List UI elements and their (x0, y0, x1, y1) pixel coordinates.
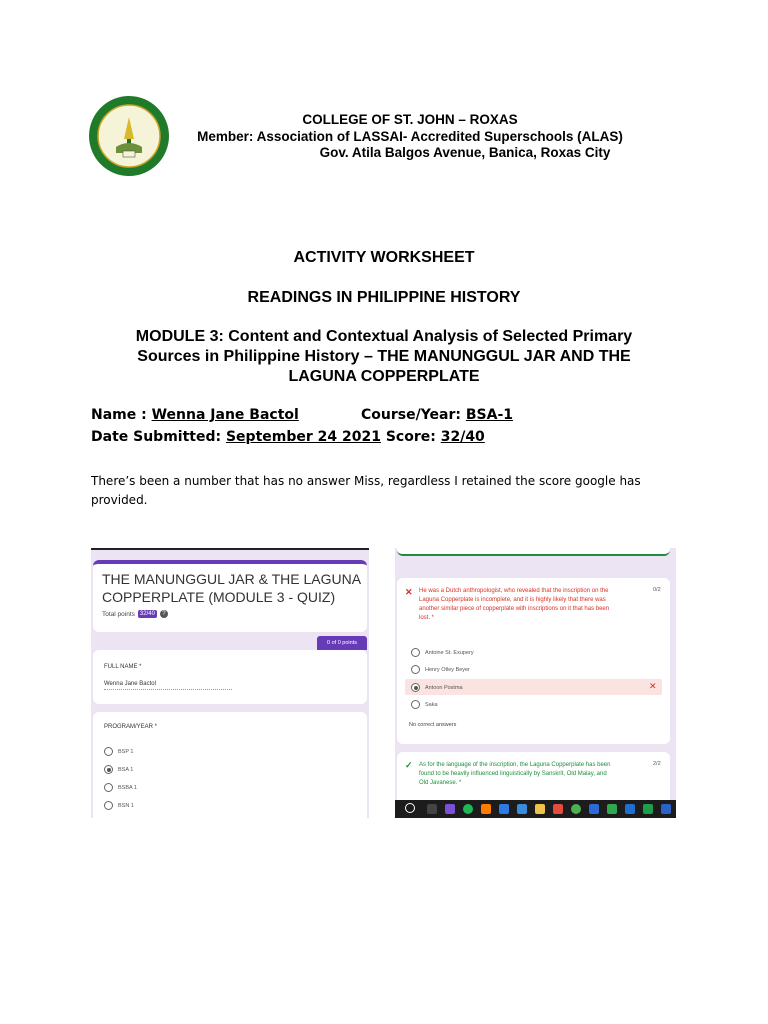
module-title-line3: LAGUNA COPPERPLATE (288, 368, 480, 385)
full-name-value: Wenna Jane Bactol (104, 681, 232, 690)
date-value: September 24 2021 (225, 429, 381, 445)
total-points-row (102, 610, 168, 618)
date-label: Date Submitted: (91, 429, 222, 445)
school-address: Gov. Atila Balgos Avenue, Banica, Roxas City (319, 145, 611, 160)
course-title: READINGS IN PHILIPPINE HISTORY (247, 289, 521, 306)
points-badge: 0 of 0 points (317, 636, 367, 650)
worksheet-title: ACTIVITY WORKSHEET (293, 249, 475, 266)
score-label: Score: (385, 429, 436, 445)
course-label: Course/Year: (361, 407, 462, 423)
q2-line2: found to be heavily influenced linguistically by Sanskrit, Old Malay, and (419, 771, 607, 777)
name-field (91, 407, 299, 423)
q1-option-label-1: Henry Otley Beyer (425, 667, 470, 673)
program-option-radio-1[interactable] (104, 765, 113, 774)
top-divider (91, 548, 369, 550)
full-name-label: FULL NAME * (104, 664, 142, 670)
q1-option-radio-2[interactable] (411, 683, 420, 692)
name-value: Wenna Jane Bactol (151, 407, 299, 423)
wrong-x-icon: ✕ (405, 587, 413, 597)
task-view-icon[interactable] (427, 804, 437, 814)
total-points-label: Total points (102, 610, 135, 618)
q2-score: 2/2 (653, 761, 661, 767)
quiz-title-card (93, 560, 367, 632)
date-score-field (91, 429, 485, 445)
photoshop-icon[interactable] (499, 804, 509, 814)
program-card (93, 712, 367, 818)
quiz-title-line2: COPPERPLATE (MODULE 3 - QUIZ) (102, 589, 336, 605)
module-title-line2: Sources in Philippine History – THE MANUNGGUL JAR AND THE (137, 348, 631, 365)
course-value: BSA-1 (465, 407, 514, 423)
program-label: PROGRAM/YEAR * (104, 724, 158, 730)
note-line2: provided. (91, 493, 148, 507)
app-icon-4[interactable] (625, 804, 635, 814)
total-points-badge: 32/40 (139, 611, 155, 617)
q1-option-radio-3[interactable] (411, 700, 420, 709)
program-option-label-1: BSA 1 (118, 767, 134, 773)
score-value: 32/40 (440, 429, 485, 445)
program-option-radio-3[interactable] (104, 801, 113, 810)
q1-option-label-3: Saka (425, 702, 438, 708)
program-option-radio-2[interactable] (104, 783, 113, 792)
quiz-title-line1: THE MANUNGGUL JAR & THE LAGUNA (102, 571, 362, 587)
previous-question-card (397, 548, 670, 556)
chrome-icon[interactable] (571, 804, 581, 814)
spotify-icon[interactable] (463, 804, 473, 814)
program-option-label-2: BSBA 1 (118, 785, 137, 791)
quiz-screenshot-left (91, 548, 369, 818)
module-title-line1: MODULE 3: Content and Contextual Analysis of Selected Primary (135, 328, 633, 345)
q1-line1: He was a Dutch anthropologist, who revealed that the inscription on the (419, 588, 609, 594)
note-line1: There’s been a number that has no answer Miss, regardless I retained the score google has (91, 474, 641, 488)
program-option-label-0: BSP 1 (118, 749, 134, 755)
help-icon[interactable]: ? (160, 610, 168, 618)
q1-line3: another similar piece of copperplate with inscriptions on it that has been (419, 606, 610, 612)
question-card-wrong (397, 578, 670, 744)
app-icon-3[interactable] (553, 804, 563, 814)
q1-option-radio-1[interactable] (411, 665, 420, 674)
q2-line3: Old Javanese. * (419, 780, 462, 786)
course-field (361, 407, 513, 423)
program-option-label-3: BSN 1 (118, 803, 134, 809)
q1-option-radio-0[interactable] (411, 648, 420, 657)
selected-wrong-x-icon: ✕ (649, 681, 657, 691)
quiz-screenshot-right (395, 548, 676, 818)
submission-note (91, 472, 681, 510)
q2-line1: As for the language of the inscription, the Laguna Copperplate has been (419, 762, 611, 768)
app-icon-6[interactable] (661, 804, 671, 814)
folder-icon[interactable] (535, 804, 545, 814)
q2-text (419, 761, 647, 788)
full-name-card (93, 650, 367, 704)
q1-score: 0/2 (653, 587, 661, 593)
app-icon-1[interactable] (445, 804, 455, 814)
app-icon-5[interactable] (643, 804, 653, 814)
correct-check-icon: ✓ (405, 760, 413, 770)
app-icon-2[interactable] (517, 804, 527, 814)
word-icon[interactable] (589, 804, 599, 814)
windows-taskbar (395, 800, 676, 818)
excel-icon[interactable] (607, 804, 617, 814)
program-option-radio-0[interactable] (104, 747, 113, 756)
illustrator-icon[interactable] (481, 804, 491, 814)
school-name: COLLEGE OF ST. JOHN – ROXAS (302, 112, 518, 127)
school-membership: Member: Association of LASSAI- Accredited Superschools (ALAS) (197, 129, 623, 144)
q1-option-label-2: Antoon Postma (425, 685, 463, 691)
q1-option-label-0: Antoine St. Exupery (425, 650, 474, 656)
q1-line2: Laguna Copperplate is incomplete, and it is highly likely that there was (419, 597, 606, 603)
search-icon[interactable] (405, 803, 415, 813)
no-correct-answers: No correct answers (409, 722, 457, 728)
q1-text (419, 587, 647, 623)
q1-line4: lost. * (419, 615, 435, 621)
name-label: Name : (91, 407, 147, 423)
